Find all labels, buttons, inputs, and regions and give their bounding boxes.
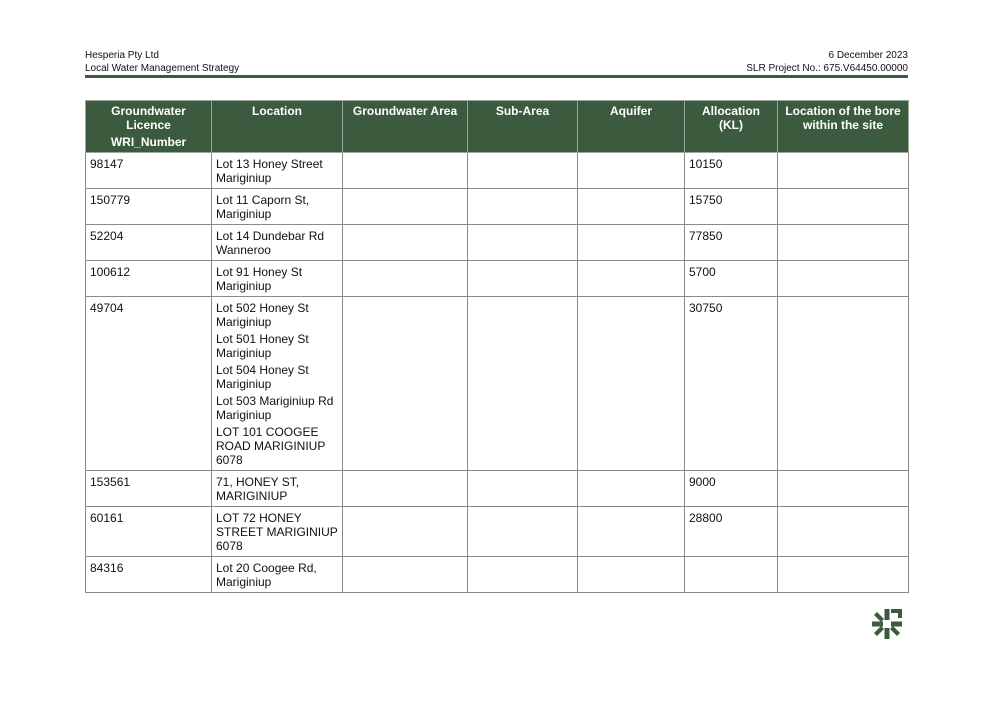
cell-sub-area <box>468 557 578 593</box>
cell-sub-area <box>468 471 578 507</box>
cell-allocation: 5700 <box>685 261 778 297</box>
header-rule <box>85 75 908 78</box>
table-header-row <box>86 101 909 153</box>
cell-location <box>212 261 343 297</box>
cell-aquifer <box>578 297 685 471</box>
col-header-licence-line1: Groundwater <box>111 104 186 118</box>
col-header-licence-line2: Licence <box>126 118 171 132</box>
cell-sub-area <box>468 297 578 471</box>
cell-licence: 84316 <box>86 557 212 593</box>
col-header-licence-line3: WRI_Number <box>110 135 187 149</box>
cell-groundwater-area <box>343 507 468 557</box>
cell-licence: 60161 <box>86 507 212 557</box>
cell-groundwater-area <box>343 471 468 507</box>
cell-licence: 52204 <box>86 225 212 261</box>
cell-groundwater-area <box>343 297 468 471</box>
col-header-bore-location: Location of the bore within the site <box>778 101 909 153</box>
location-entry: Lot 501 Honey St Mariginiup <box>216 332 309 360</box>
cell-location <box>212 189 343 225</box>
col-header-location: Location <box>212 101 343 153</box>
location-entry: Lot 13 Honey Street Mariginiup <box>216 157 323 185</box>
cell-allocation <box>685 557 778 593</box>
table-row <box>86 189 909 225</box>
document-date: 6 December 2023 <box>828 50 908 61</box>
cell-licence: 98147 <box>86 153 212 189</box>
cell-licence: 153561 <box>86 471 212 507</box>
project-number: SLR Project No.: 675.V64450.00000 <box>746 63 908 74</box>
cell-groundwater-area <box>343 261 468 297</box>
cell-allocation: 77850 <box>685 225 778 261</box>
cell-licence: 100612 <box>86 261 212 297</box>
cell-groundwater-area <box>343 225 468 261</box>
location-entry: LOT 72 HONEY STREET MARIGINIUP 6078 <box>216 511 338 553</box>
cell-sub-area <box>468 153 578 189</box>
company-name: Hesperia Pty Ltd <box>85 50 159 61</box>
slr-logo-icon <box>870 607 904 641</box>
cell-bore-location <box>778 297 909 471</box>
table-row <box>86 557 909 593</box>
table-row <box>86 471 909 507</box>
table-row <box>86 225 909 261</box>
col-header-aquifer: Aquifer <box>578 101 685 153</box>
table-row <box>86 153 909 189</box>
cell-groundwater-area <box>343 153 468 189</box>
col-header-sub-area: Sub-Area <box>468 101 578 153</box>
cell-aquifer <box>578 189 685 225</box>
cell-allocation: 28800 <box>685 507 778 557</box>
cell-bore-location <box>778 189 909 225</box>
cell-aquifer <box>578 471 685 507</box>
location-entry: Lot 11 Caporn St, Mariginiup <box>216 193 310 221</box>
cell-aquifer <box>578 557 685 593</box>
groundwater-licence-table <box>85 100 909 593</box>
cell-bore-location <box>778 261 909 297</box>
cell-sub-area <box>468 189 578 225</box>
cell-groundwater-area <box>343 557 468 593</box>
cell-licence: 150779 <box>86 189 212 225</box>
cell-location <box>212 297 343 471</box>
col-header-licence <box>86 101 212 153</box>
table-body <box>86 153 909 593</box>
cell-allocation: 10150 <box>685 153 778 189</box>
location-entry: Lot 91 Honey St Mariginiup <box>216 265 303 293</box>
cell-aquifer <box>578 261 685 297</box>
location-entry: LOT 101 COOGEE ROAD MARIGINIUP 6078 <box>216 425 326 467</box>
cell-bore-location <box>778 471 909 507</box>
cell-location <box>212 153 343 189</box>
cell-sub-area <box>468 507 578 557</box>
cell-sub-area <box>468 261 578 297</box>
col-header-allocation: Allocation (KL) <box>685 101 778 153</box>
cell-allocation: 9000 <box>685 471 778 507</box>
cell-location <box>212 471 343 507</box>
location-entry: Lot 14 Dundebar Rd Wanneroo <box>216 229 325 257</box>
header-left <box>85 49 239 75</box>
cell-aquifer <box>578 153 685 189</box>
cell-location <box>212 225 343 261</box>
table-row <box>86 261 909 297</box>
location-entry: 71, HONEY ST, MARIGINIUP <box>216 475 300 503</box>
cell-location <box>212 557 343 593</box>
cell-location <box>212 507 343 557</box>
header-right <box>746 49 908 75</box>
table-row <box>86 507 909 557</box>
cell-bore-location <box>778 557 909 593</box>
col-header-groundwater-area: Groundwater Area <box>343 101 468 153</box>
location-entry: Lot 504 Honey St Mariginiup <box>216 363 309 391</box>
cell-bore-location <box>778 507 909 557</box>
cell-allocation: 15750 <box>685 189 778 225</box>
cell-bore-location <box>778 225 909 261</box>
document-title: Local Water Management Strategy <box>85 63 240 74</box>
cell-groundwater-area <box>343 189 468 225</box>
location-entry: Lot 502 Honey St Mariginiup <box>216 301 309 329</box>
location-entry: Lot 20 Coogee Rd, Mariginiup <box>216 561 317 589</box>
cell-sub-area <box>468 225 578 261</box>
location-entry: Lot 503 Mariginiup Rd Mariginiup <box>216 394 334 422</box>
table-row <box>86 297 909 471</box>
cell-allocation: 30750 <box>685 297 778 471</box>
cell-aquifer <box>578 507 685 557</box>
cell-aquifer <box>578 225 685 261</box>
cell-licence: 49704 <box>86 297 212 471</box>
cell-bore-location <box>778 153 909 189</box>
